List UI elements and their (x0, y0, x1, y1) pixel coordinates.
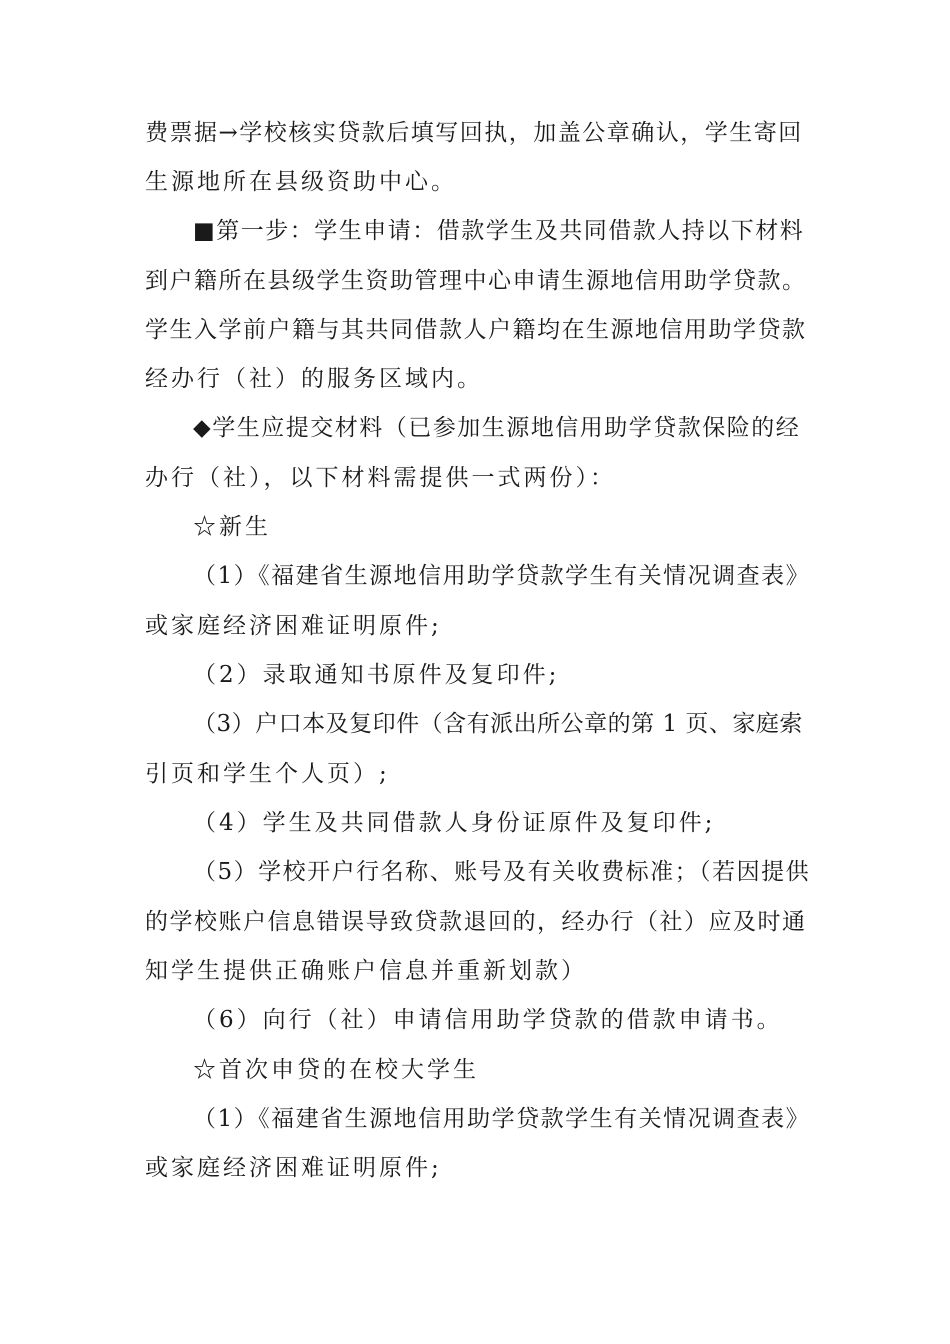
text-line: 费票据→学校核实贷款后填写回执，加盖公章确认，学生寄回 (145, 120, 803, 146)
list-item: （1）《福建省生源地信用助学贷款学生有关情况调查表》 (193, 1106, 811, 1132)
text-line: 引页和学生个人页）; (145, 761, 390, 787)
step-one-heading: ■第一步：学生申请：借款学生及共同借款人持以下材料 (193, 218, 805, 244)
materials-heading: ◆学生应提交材料（已参加生源地信用助学贷款保险的经 (193, 415, 801, 441)
text-line: 生源地所在县级资助中心。 (145, 169, 457, 195)
text-line: 的学校账户信息错误导致贷款退回的，经办行（社）应及时通 (145, 909, 807, 935)
new-student-heading: ☆新生 (193, 514, 271, 540)
text-line: 学生入学前户籍与其共同借款人户籍均在生源地信用助学贷款 (145, 317, 807, 343)
first-loan-student-heading: ☆首次申贷的在校大学生 (193, 1057, 479, 1083)
text-line: 或家庭经济困难证明原件; (145, 1155, 442, 1181)
list-item: （5）学校开户行名称、账号及有关收费标准；（若因提供 (193, 859, 811, 885)
text-line: 或家庭经济困难证明原件; (145, 613, 442, 639)
list-item: （3）户口本及复印件（含有派出所公章的第 1 页、家庭索 (193, 711, 803, 737)
text-line: 经办行（社）的服务区域内。 (145, 366, 483, 392)
list-item: （1）《福建省生源地信用助学贷款学生有关情况调查表》 (193, 563, 811, 589)
text-line: 知学生提供正确账户信息并重新划款） (145, 958, 587, 984)
list-item: （6）向行（社）申请信用助学贷款的借款申请书。 (193, 1007, 783, 1033)
text-line: 到户籍所在县级学生资助管理中心申请生源地信用助学贷款。 (145, 268, 807, 294)
list-item: （4）学生及共同借款人身份证原件及复印件; (193, 810, 716, 836)
list-item: （2）录取通知书原件及复印件; (193, 662, 560, 688)
text-line: 办行（社），以下材料需提供一式两份）： (145, 465, 616, 491)
